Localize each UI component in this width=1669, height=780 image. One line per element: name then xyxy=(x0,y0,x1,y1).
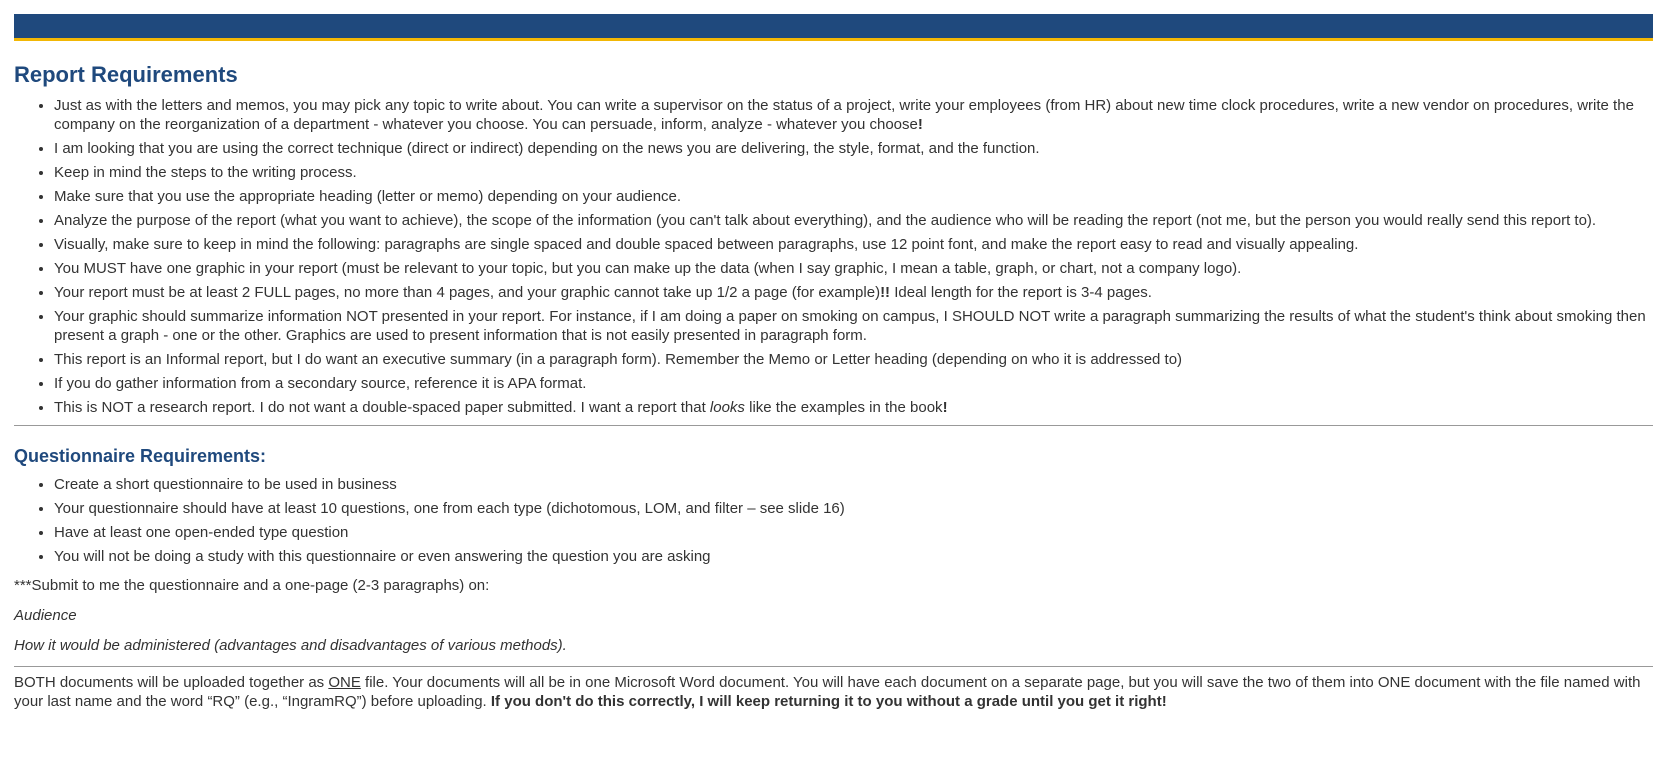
list-item: • If you do gather information from a secondary source, reference it is APA format. xyxy=(54,374,1653,393)
list-item: • Create a short questionnaire to be used in business xyxy=(54,475,1653,494)
list-item: • I am looking that you are using the correct technique (direct or indirect) depending on the news you are delivering, the style, format, and the function. xyxy=(54,139,1653,158)
list-item: • Your report must be at least 2 FULL pages, no more than 4 pages, and your graphic cannot take up 1/2 a page (for example)!! Ideal length for the report is 3-4 pages. xyxy=(54,283,1653,302)
list-item: • Have at least one open-ended type question xyxy=(54,523,1653,542)
questionnaire-requirements-list xyxy=(14,475,1653,566)
list-item: • You will not be doing a study with this questionnaire or even answering the question you are asking xyxy=(54,547,1653,566)
report-requirements-heading: Report Requirements xyxy=(14,62,238,87)
report-requirements-list xyxy=(14,96,1653,417)
header-banner xyxy=(14,14,1653,41)
emphasis-one: ONE xyxy=(328,674,361,691)
list-item: • Visually, make sure to keep in mind the following: paragraphs are single spaced and double spaced between paragraphs, use 12 point font, and make the report easy to read and visually appealing. xyxy=(54,235,1653,254)
administered-label: How it would be administered (advantages and disadvantages of various methods). xyxy=(14,637,567,654)
section-divider xyxy=(14,666,1653,667)
list-item: • Just as with the letters and memos, you may pick any topic to write about. You can write a supervisor on the status of a project, write your employees (from HR) about new time clock procedures, write a new vendor on procedures, write the company on the reorganization of a department - whatever you choose. You can persuade, inform, analyze - whatever you choose! xyxy=(54,96,1653,134)
list-item: • Keep in mind the steps to the writing process. xyxy=(54,163,1653,182)
list-item: • Your questionnaire should have at least 10 questions, one from each type (dichotomous, LOM, and filter – see slide 16) xyxy=(54,499,1653,518)
submit-instructions: ***Submit to me the questionnaire and a one-page (2-3 paragraphs) on: xyxy=(14,577,490,594)
list-item: • Your graphic should summarize information NOT presented in your report. For instance, if I am doing a paper on smoking on campus, I SHOULD NOT write a paragraph summarizing the results of what the student's think about smoking then present a graph - one or the other. Graphics are used to present information that is not easily presented in paragraph form. xyxy=(54,307,1653,345)
list-item: • This is NOT a research report. I do not want a double-spaced paper submitted. I want a report that looks like the examples in the book! xyxy=(54,398,1653,417)
list-item: • Make sure that you use the appropriate heading (letter or memo) depending on your audience. xyxy=(54,187,1653,206)
list-item: • This report is an Informal report, but I do want an executive summary (in a paragraph form). Remember the Memo or Letter heading (depending on who it is addressed to) xyxy=(54,350,1653,369)
audience-label: Audience xyxy=(14,607,77,624)
warning-text: If you don't do this correctly, I will keep returning it to you without a grade until you get it right! xyxy=(490,693,1167,710)
list-item: • You MUST have one graphic in your report (must be relevant to your topic, but you can make up the data (when I say graphic, I mean a table, graph, or chart, not a company logo). xyxy=(54,259,1653,278)
upload-instructions: BOTH documents will be uploaded together as ONE file. Your documents will all be in one Microsoft Word document. You will have each document on a separate page, but you will save the two of them into ONE document with the file named with your last name and the word “RQ” (e.g., “IngramRQ”) before uploading. If you don't do this correctly, I will keep returning it to you without a grade until you get it right! xyxy=(14,674,1641,710)
list-item: • Analyze the purpose of the report (what you want to achieve), the scope of the information (you can't talk about everything), and the audience who will be reading the report (not me, but the person you would really send this report to). xyxy=(54,211,1653,230)
questionnaire-requirements-heading: Questionnaire Requirements: xyxy=(14,446,267,466)
section-divider xyxy=(14,425,1653,426)
